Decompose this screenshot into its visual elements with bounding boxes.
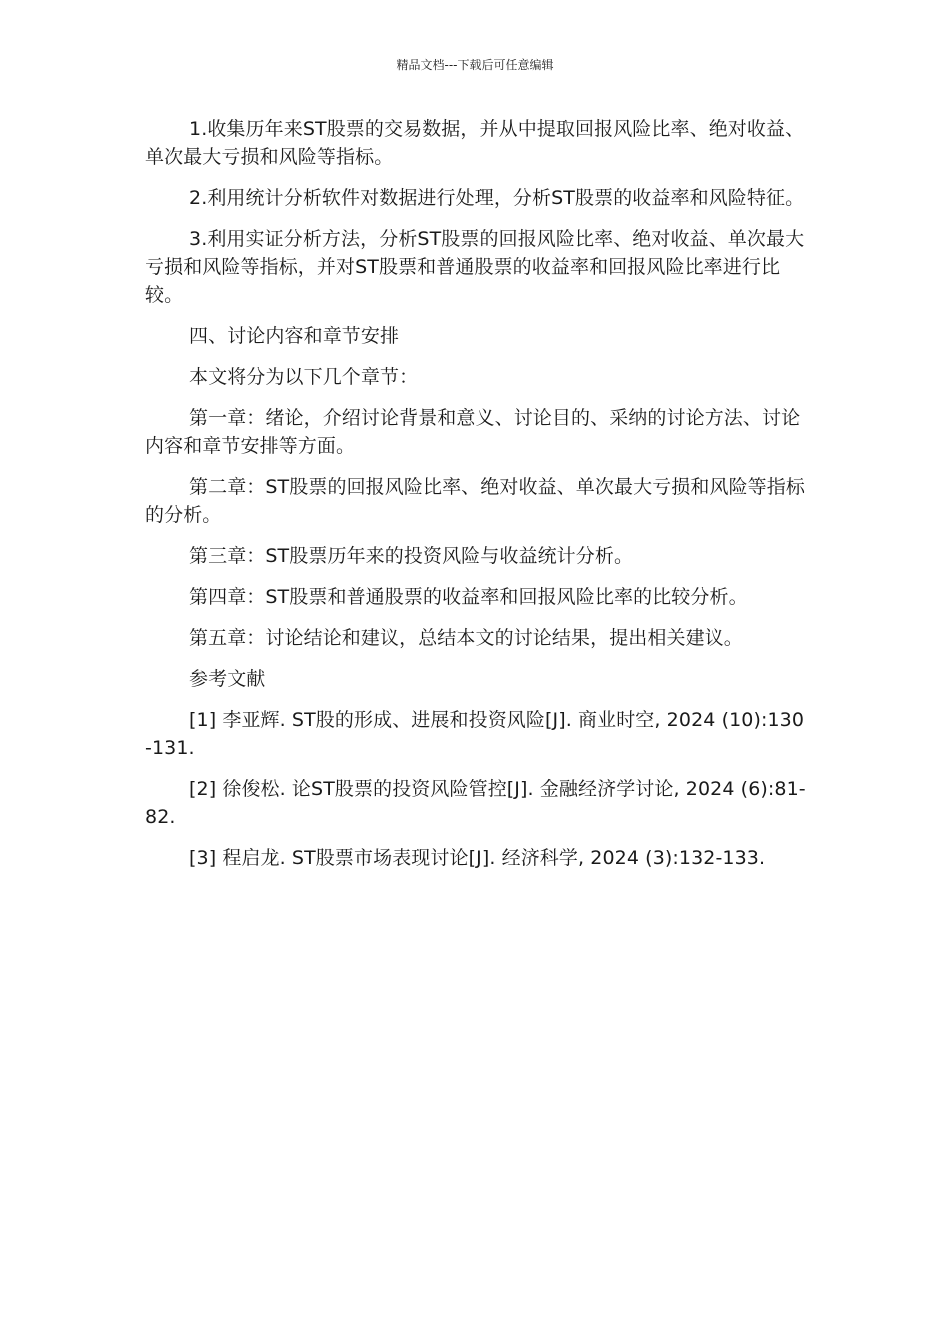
section-heading: 四、讨论内容和章节安排 [189, 325, 400, 347]
reference-1: [1] 李亚辉. ST股的形成、进展和投资风险[J]. 商业时空, 2024 (10):130-131. [145, 709, 805, 759]
document-body [145, 115, 807, 885]
chapter-1: 第一章：绪论，介绍讨论背景和意义、讨论目的、采纳的讨论方法、讨论内容和章节安排等方面。 [145, 407, 801, 457]
chapters-intro: 本文将分为以下几个章节： [189, 366, 419, 388]
reference-2: [2] 徐俊松. 论ST股票的投资风险管控[J]. 金融经济学讨论, 2024 (6):81-82. [145, 778, 806, 828]
chapter-2: 第二章：ST股票的回报风险比率、绝对收益、单次最大亏损和风险等指标的分析。 [145, 476, 805, 526]
references-heading: 参考文献 [189, 668, 266, 690]
page-header: 精品文档---下载后可任意编辑 [396, 58, 554, 72]
chapter-5: 第五章：讨论结论和建议，总结本文的讨论结果，提出相关建议。 [189, 627, 743, 649]
chapter-4: 第四章：ST股票和普通股票的收益率和回报风险比率的比较分析。 [189, 586, 748, 608]
method-step-3: 3.利用实证分析方法，分析ST股票的回报风险比率、绝对收益、单次最大亏损和风险等指标，并对ST股票和普通股票的收益率和回报风险比率进行比较。 [145, 228, 805, 306]
method-step-1: 1.收集历年来ST股票的交易数据，并从中提取回报风险比率、绝对收益、单次最大亏损和风险等指标。 [145, 118, 805, 168]
reference-3: [3] 程启龙. ST股票市场表现讨论[J]. 经济科学, 2024 (3):132-133. [189, 847, 766, 869]
chapter-3: 第三章：ST股票历年来的投资风险与收益统计分析。 [189, 545, 634, 567]
method-step-2: 2.利用统计分析软件对数据进行处理，分析ST股票的收益率和风险特征。 [189, 187, 805, 209]
